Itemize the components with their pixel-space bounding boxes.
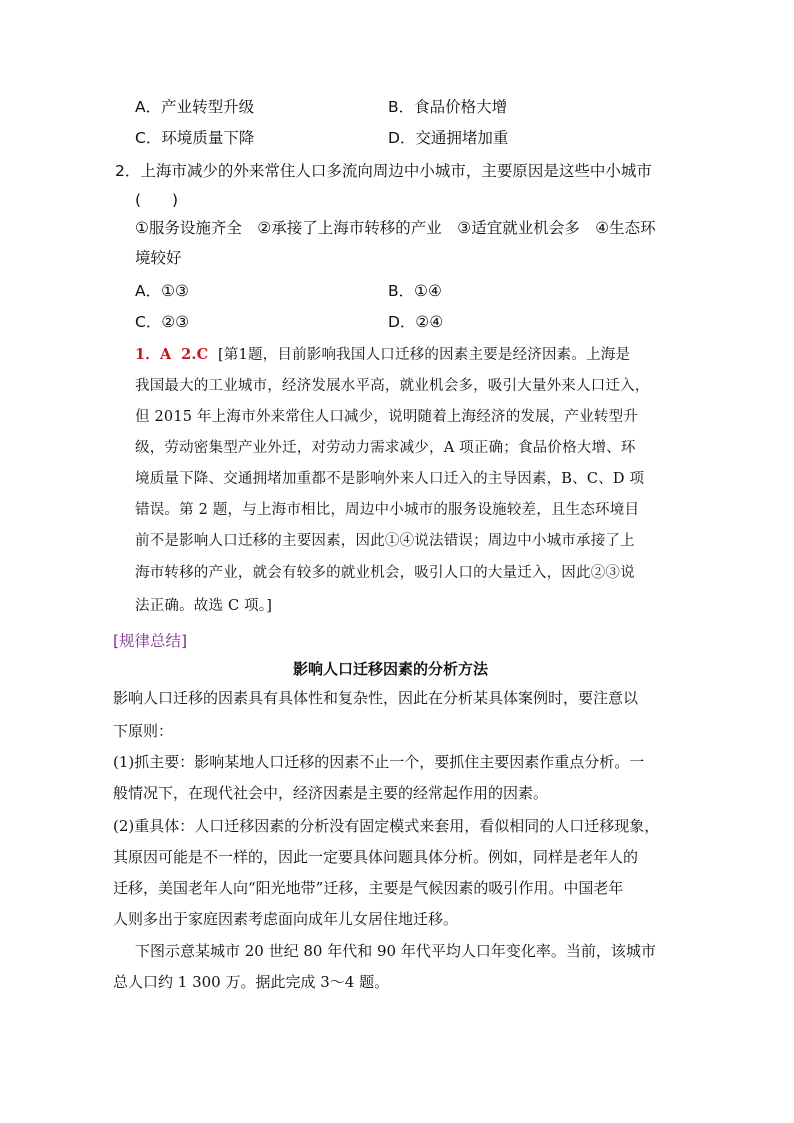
summary-p1-line2: 下原则： (113, 722, 174, 740)
q2-option-c: C．②③ (135, 313, 190, 331)
next-intro-line2: 总人口约 1 300 万。据此完成 3～4 题。 (113, 973, 390, 991)
q2-option-a: A．①③ (135, 282, 189, 300)
summary-p3-line4: 人则多出于家庭因素考虑面向成年儿女居住地迁移。 (113, 910, 459, 928)
answer-line4: 级，劳动密集型产业外迁，对劳动力需求减少，A 项正确；食品价格大增、环 (135, 440, 636, 456)
q1-option-c: C．环境质量下降 (135, 129, 255, 147)
summary-p2-line1: (1)抓主要：影响某地人口迁移的因素不止一个，要抓住主要因素作重点分析。一 (113, 753, 645, 771)
answer-line3: 但 2015 年上海市外来常住人口减少，说明随着上海经济的发展，产业转型升 (135, 409, 639, 425)
q2-option-d: D．②④ (388, 313, 444, 331)
q2-stem-line1: 2．上海市减少的外来常住人口多流向周边中小城市，主要原因是这些中小城市 (115, 162, 652, 180)
answer-label-1: 1． (135, 346, 160, 363)
q2-items-line2: 境较好 (135, 249, 182, 267)
summary-tag: [规律总结] (113, 632, 188, 650)
q2-items-line1: ①服务设施齐全 ②承接了上海市转移的产业 ③适宜就业机会多 ④生态环 (135, 219, 656, 237)
summary-p3-line3: 迁移，美国老年人向“阳光地带”迁移，主要是气候因素的吸引作用。中国老年 (113, 879, 624, 897)
answer-line7: 前不是影响人口迁移的主要因素，因此①④说法错误；周边中小城市承接了上 (135, 533, 635, 549)
q1-option-b: B．食品价格大增 (388, 98, 508, 116)
next-intro-line1: 下图示意某城市 20 世纪 80 年代和 90 年代平均人口年变化率。当前，该城市 (135, 942, 656, 960)
answer-line6: 错误。第 2 题，与上海市相比，周边中小城市的服务设施较差，且生态环境目 (135, 502, 640, 518)
q1-option-a: A．产业转型升级 (135, 98, 255, 116)
answer-key-2: 2.C (181, 346, 209, 363)
summary-p1-line1: 影响人口迁移的因素具有具体性和复杂性，因此在分析某具体案例时，要注意以 (113, 689, 639, 707)
summary-p2-line2: 般情况下，在现代社会中，经济因素是主要的经常起作用的因素。 (113, 784, 549, 802)
q2-option-b: B．①④ (388, 282, 442, 300)
answer-line9: 法正确。故选 C 项。] (135, 598, 273, 614)
summary-p3-line2: 其原因可能是不一样的，因此一定要具体问题具体分析。例如，同样是老年人的 (113, 848, 639, 866)
answer-line5: 境质量下降、交通拥堵加重都不是影响外来人口迁入的主导因素，B、C、D 项 (135, 471, 645, 487)
q2-stem-line2: ( ) (135, 191, 179, 209)
summary-p3-line1: (2)重具体：人口迁移因素的分析没有固定模式来套用，看似相同的人口迁移现象， (113, 817, 660, 835)
answer-line2: 我国最大的工业城市，经济发展水平高，就业机会多，吸引大量外来人口迁入， (135, 378, 650, 394)
answer-line8: 海市转移的产业，就会有较多的就业机会，吸引人口的大量迁入，因此②③说 (135, 565, 635, 581)
answer-line1 (135, 345, 630, 365)
answer-key-1: A (160, 346, 172, 363)
answer-text-line1: [第1题，目前影响我国人口迁移的因素主要是经济因素。上海是 (217, 347, 631, 363)
summary-title: 影响人口迁移因素的分析方法 (293, 660, 489, 678)
q1-option-d: D．交通拥堵加重 (388, 129, 509, 147)
